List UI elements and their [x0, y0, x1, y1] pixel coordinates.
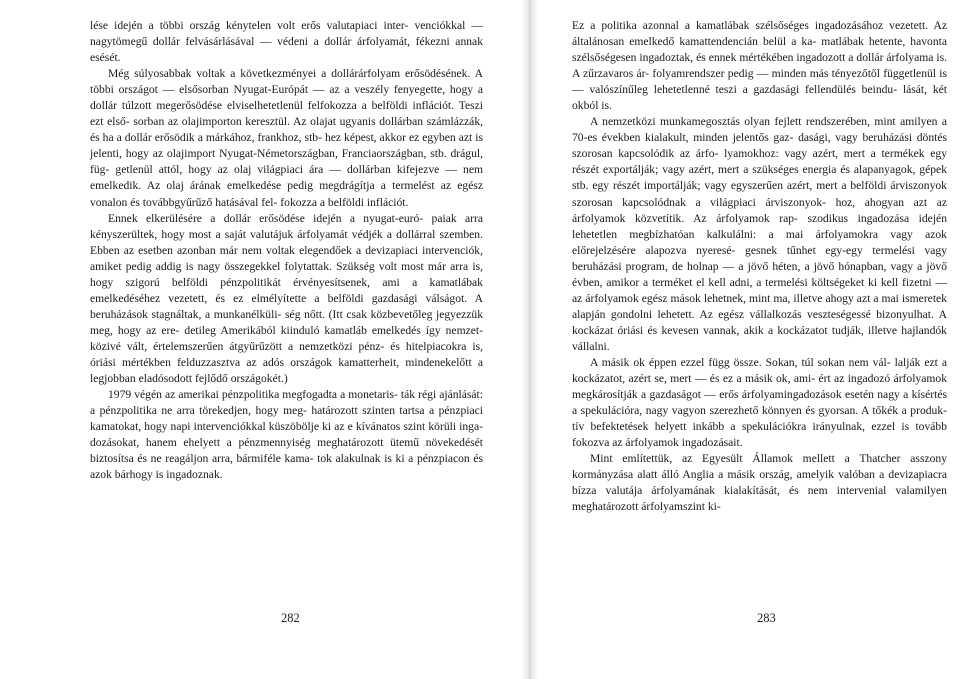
right-page [572, 18, 947, 515]
text-line: vállalkozás veszteségessé bizonyulhat. A kockázat óriási és [572, 307, 948, 337]
text-line: amikor a terméket el kell adni, a termelési költségeket ki kell [606, 275, 899, 289]
text-line: vagy azért, mert a szükséges energia és alapanyagok, gépek stb. [572, 163, 947, 193]
text-line: a mai árfolyamokra vagy azok előrejelzésére alapozva nyeresé- [572, 227, 947, 257]
text-line: Mint említettük, az Egyesült Államok mellett a Thatcher [590, 452, 901, 466]
text-line: tok alakulnak is ki a pénzpiacon és azok bárhogy is ingadoznak. [90, 452, 483, 482]
text-line: — nem emelkedik. Az olaj árának emelkedése pedig megdrágítja [90, 163, 483, 193]
text-line: ezzel is tovább fokozva az árfolyamok ingadozásait. [572, 420, 947, 450]
text-line: lyamokhoz: vagy azért, mert a termékek egy részét exportálják; [572, 147, 947, 177]
paragraph-right-4 [572, 451, 947, 515]
text-line: mértékében ingadozott a dollár árfolyama is. A zűrzavaros ár- [572, 51, 947, 81]
text-line: mint amilyen a 70-es években kialakult, minden jelentős gaz- [572, 115, 947, 145]
text-line: — valószínűleg lehetetlenné teszi a gazdasági fellendülés beindu- [572, 83, 898, 97]
text-line: Ennek elkerülésére a dollár erősödése idején a nyugat-euró- [108, 211, 424, 225]
text-line: egy részét importálják; vagy egyszerűen azért, mert a belföldi [592, 179, 887, 193]
text-line: ség nőtt. (Itt csak közbevetőleg jegyezzük meg, hogy az ere- [90, 307, 483, 337]
text-line: kamatterheit, mindenekelőtt a legjobban eladósodott fejlődő [90, 355, 484, 386]
left-page [90, 18, 483, 483]
text-line: asszony kormányzása alatt álló Anglia a másik ország, amelyik [572, 452, 947, 482]
text-line: — az a veszély fenyegette, hogy a dollár túlzott megerősödése [90, 83, 484, 113]
text-line: intervenciókkal küszöbölje ki az e kívánatos szint körüli inga- [193, 420, 483, 434]
text-line: dasági, vagy beruházási döntés szorosan kapcsolódik az árfo- [572, 131, 948, 161]
text-line: Még súlyosabbak voltak a következményei a dollárárfolyam [108, 67, 401, 81]
page-number-right: 283 [757, 611, 776, 625]
text-line: voltak elegendőek a devizapiaci intervenciók, amiket pedig [90, 243, 484, 273]
text-line: ért az ingadozó árfolyamok megkárosítják a gazdaságot — [572, 372, 947, 402]
text-line: 1979 végén az amerikai pénzpolitika megfogadta a monetaris- [108, 388, 398, 402]
paragraph-right-3 [572, 355, 947, 451]
text-line: A másik ok éppen ezzel függ össze. Sokan, túl sokan nem vál- [590, 355, 891, 369]
text-line: lése idején a többi ország kénytelen volt erős valutapiaci inter- [90, 19, 409, 32]
text-line: számlázzák, és ha a dollár erősödik a márkához, frankhoz, stb- [90, 115, 484, 145]
page-number-left: 282 [281, 611, 300, 625]
text-line: nagy vagyon szerezhető könnyen és gyorsan. A tőkék a produk- [645, 404, 948, 418]
text-line: addig is nagy összegekkel folytattak. Szükség volt most már [155, 259, 446, 273]
text-line: hez képest, akkor ez egyben azt is jelenti, hogy az olajimport [90, 131, 483, 161]
text-line: holnap — a jövő héten, a jövő hónapban, vagy a jövő évben, [572, 259, 948, 289]
text-line: dozásokat, hanem ehelyett a pénzmennyiség meghatározott [90, 436, 384, 450]
text-line: ták régi ajánlását: a pénzpolitika ne arra törekedjen, hogy meg- [90, 388, 483, 418]
paragraph-right-1 [572, 18, 947, 114]
text-line: elviselhetetlenül felfokozza a belföldi inflációt. Teszi ezt első- [90, 99, 483, 129]
text-line: közivé vált, értelemszerűen átgyűrűzött a nemzetközi pénz- és [90, 339, 400, 353]
text-line: kevesen vannak, akik a kockázatot tudják, illetve hajlandók [661, 323, 947, 337]
text-line: A nemzetközi munkamegosztás olyan fejlett rendszerében, [590, 115, 870, 129]
text-line: fokozza a belföldi inflációt. [280, 195, 409, 209]
text-line: vállalni. [572, 339, 610, 353]
text-line: getlenül attól, hogy az olaj világpiaci ára — dollárban kifejezve [115, 163, 440, 177]
text-line: gesnek tűnhet egy-egy termelési vagy beruházási program, de [572, 243, 947, 273]
paragraph-left-1 [90, 18, 483, 66]
text-line: határozott szinten tartsa a pénzpiaci kamatokat, hogy napi [90, 404, 483, 434]
text-line: matlábak hetente, havonta szélsőségesen ingadoztak, és ennek [572, 35, 947, 65]
text-line: valóban a devizapiacra bízza valutája árfolyamának kialakítását, [572, 468, 947, 498]
text-line: fizetni — az árfolyamok egész mások lehetnek, mint ma, illetve [572, 275, 948, 305]
paragraph-left-2 [90, 66, 483, 210]
text-line: hitelpiacokra is, óriási mértékben felduzzasztva az adós országok [90, 339, 483, 369]
text-line: hoz, ahogyan azt az árfolyamok közvetítik. Az árfolyamok rap- [572, 195, 947, 225]
book-gutter [521, 0, 539, 679]
text-line: Nyugat-Németországban, Franciaországban, stb. drágul, füg- [90, 147, 483, 177]
text-line: a kamatlábak emelkedéséhez vezetett, és ez elmélyítette a belföldi [90, 275, 483, 305]
text-line: vezetett. Az általánosan emelkedő kamattendencián belül a ka- [572, 19, 947, 49]
text-line: országokét.) [230, 372, 288, 386]
text-line: folyamrendszer pedig — minden más tényezőtől függetlenül is [652, 67, 948, 81]
paragraph-right-2 [572, 114, 947, 355]
text-line: védjék a dollárral szemben. Ebben az esetben azonban már nem [90, 227, 484, 257]
text-line: árviszonyok szorosan kapcsolódnak a világpiaci árviszonyok- [572, 179, 947, 209]
text-line: sorban az olajimporton keresztül. Az olajat ugyanis dollárban [133, 115, 424, 129]
text-line: lását, két okból is. [572, 83, 947, 113]
text-line: detileg Amerikából kiinduló kamatláb emelkedés így nemzet- [184, 323, 483, 337]
text-line: gazdasági válságot. A beruházások stagnáltak, a munkanélküli- [90, 291, 483, 321]
text-line: tív befektetések helyett inkább a spekulációkra irányulnak, [572, 420, 866, 434]
text-line: a termelést az egész vonalon és továbbgyűrűző hatásával fel- [90, 179, 484, 209]
paragraph-left-3 [90, 211, 483, 388]
text-line: dollár árfolyamát, fékezni annak esését. [90, 35, 483, 65]
text-line: Ez a politika azonnal a kamatlábak szélsőséges ingadozásához [572, 19, 884, 32]
text-line: lalják ezt a kockázatot, azért se, mert — és ez a másik ok, ami- [572, 355, 948, 386]
text-line: ütemű növekedését biztosítsa és ne reagáljon arra, bármiféle kama- [90, 436, 483, 466]
text-line: és nem intervenial valamilyen meghatározott árfolyamszint ki- [572, 484, 947, 514]
text-line: venciókkal — nagytömegű dollár felvásárlásával — védeni a [90, 19, 483, 49]
paragraph-left-4 [90, 387, 483, 483]
text-line: ahogy azt a mai ismeretek alapján gondolni lehetett. Az egész [572, 291, 947, 321]
text-line: paiak arra kényszerültek, hogy most a saját valutájuk árfolyamát [90, 211, 483, 241]
text-line: arra is, hogy szigorú belföldi pénzpolitikát érvényesítsenek, ami [90, 259, 483, 289]
text-line: erősödésének. A többi országot — elsősorban Nyugat-Európát [90, 67, 483, 97]
text-line: szodikus ingadozása idején lehetetlen megbízhatóan kalkulálni: [572, 211, 947, 241]
text-line: erős árfolyamingadozások esetén nagy a kísértés a spekulációra, [572, 388, 947, 418]
